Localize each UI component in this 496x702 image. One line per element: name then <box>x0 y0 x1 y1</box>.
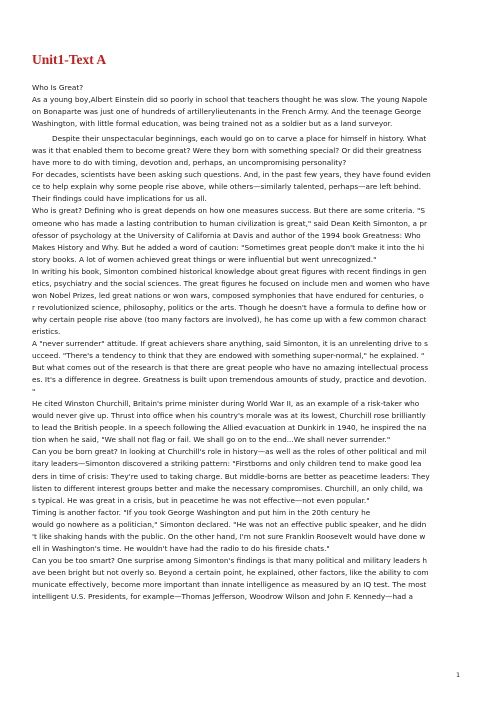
text-line: Timing is another factor. "If you took George Washington and put him in the 20th century he <box>32 507 371 517</box>
document-body <box>32 82 468 603</box>
document-title: Unit1-Text A <box>32 52 107 67</box>
text-line: on Bonaparte was just one of hundreds of artillerylieutenants in the French Army. And the teenage George <box>32 107 422 117</box>
text-line: But what comes out of the research is that there are great people who have no amazing intellectual process <box>32 363 429 373</box>
text-line: to lead the British people. In a speech following the Allied evacuation at Dunkirk in 1940, he inspired the na <box>32 423 427 433</box>
text-line: A "never surrender" attitude. If great achievers share anything, said Simonton, it is an unrelenting drive to s <box>32 338 428 348</box>
text-line: tion when he said, "We shall not flag or fail. We shall go on to the end...We shall never surrender." <box>32 435 391 445</box>
text-line: For decades, scientists have been asking such questions. And, in the past few years, they have found eviden <box>32 170 431 180</box>
text-line: why certain people rise above (too many factors are involved), he has come up with a few common charact <box>32 314 427 324</box>
text-line: would never give up. Thrust into office when his country's morale was at its lowest, Churchill rose brilliantly <box>32 411 426 421</box>
text-line: ofessor of psychology at the University of California at Davis and author of the 1994 book Greatness: Who <box>32 230 421 240</box>
text-line: Can you be born great? In looking at Churchill's role in history—as well as the roles of other political and mil <box>32 447 427 457</box>
text-line: As a young boy,Albert Einstein did so poorly in school that teachers thought he was slow. The young Napole <box>32 95 428 105</box>
text-line: ave been bright but not overly so. Beyond a certain point, he explained, other factors, like the ability to com <box>32 567 429 577</box>
text-line: s typical. He was great in a crisis, but in peacetime he was not effective—not even popular." <box>32 495 370 505</box>
text-line: story books. A lot of women achieved great things or were influential but went unrecognized." <box>32 254 377 264</box>
text-line: have more to do with timing, devotion and, perhaps, an uncompromising personality? <box>32 158 347 168</box>
text-line: won Nobel Prizes, led great nations or won wars, composed symphonies that have endured for centuries, o <box>32 290 424 300</box>
text-line: omeone who has made a lasting contribution to human civilization is great," said Dean Keith Simonton, a pr <box>32 218 427 228</box>
text-line: would go nowhere as a politician," Simonton declared. "He was not an effective public speaker, and he didn <box>32 519 427 529</box>
text-line: municate effectively, become more important than innate intelligence as measured by an IQ test. The most <box>32 579 427 589</box>
text-line: Can you be too smart? One surprise among Simonton's findings is that many political and military leaders h <box>32 555 427 565</box>
text-line: In writing his book, Simonton combined historical knowledge about great figures with recent findings in gen <box>32 266 427 276</box>
text-line: eristics. <box>32 326 61 336</box>
text-line: was it that enabled them to become great? Were they born with something special? Or did their greatness <box>32 146 422 156</box>
text-line: Washington, with little formal education, was being trained not as a soldier but as a land surveyor. <box>32 119 393 129</box>
text-line: intelligent U.S. Presidents, for example—Thomas Jefferson, Woodrow Wilson and John F. Kennedy—had a <box>32 591 413 601</box>
text-line: 't like shaking hands with the public. On the other hand, I'm not sure Franklin Roosevelt would have done w <box>32 531 426 541</box>
text-line: ders in time of crisis: They're used to taking charge. But middle-borns are better as peacetime leaders: They <box>32 471 430 481</box>
text-line: Their findings could have implications for us all. <box>32 194 207 204</box>
text-line: listen to different interest groups better and make the necessary compromises. Churchill, an only child, wa <box>32 483 423 493</box>
text-line: r revolutionized science, philosophy, politics or the arts. Though he doesn't have a formula to define how or <box>32 302 427 312</box>
text-line: es. It's a difference in degree. Greatness is built upon tremendous amounts of study, practice and devotion. <box>32 375 427 385</box>
page-number: 1 <box>456 671 461 679</box>
text-line: ell in Washington's time. He wouldn't have had the radio to do his fireside chats." <box>32 543 330 553</box>
text-line: ucceed. "There's a tendency to think that they are endowed with something super-normal," he explained. " <box>32 351 425 361</box>
text-line: itary leaders—Simonton discovered a striking pattern: "Firstborns and only children tend to make good lea <box>32 459 422 469</box>
text-line: Who Is Great? <box>32 83 84 92</box>
text-line: ce to help explain why some people rise above, while others—similarly talented, perhaps—are left behind. <box>32 182 422 192</box>
text-line: etics, psychiatry and the social sciences. The great figures he focused on include men and women who have <box>32 278 430 288</box>
text-line: Makes History and Why. But he added a word of caution: "Sometimes great people don't make it into the hi <box>32 242 425 252</box>
text-line: " <box>32 387 36 397</box>
text-line: He cited Winston Churchill, Britain's prime minister during World War II, as an example of a risk-taker who <box>32 399 420 409</box>
text-line: Who is great? Defining who is great depends on how one measures success. But there are some criteria. "S <box>32 206 426 216</box>
text-line: Despite their unspectacular beginnings, each would go on to carve a place for himself in history. What <box>52 134 427 144</box>
